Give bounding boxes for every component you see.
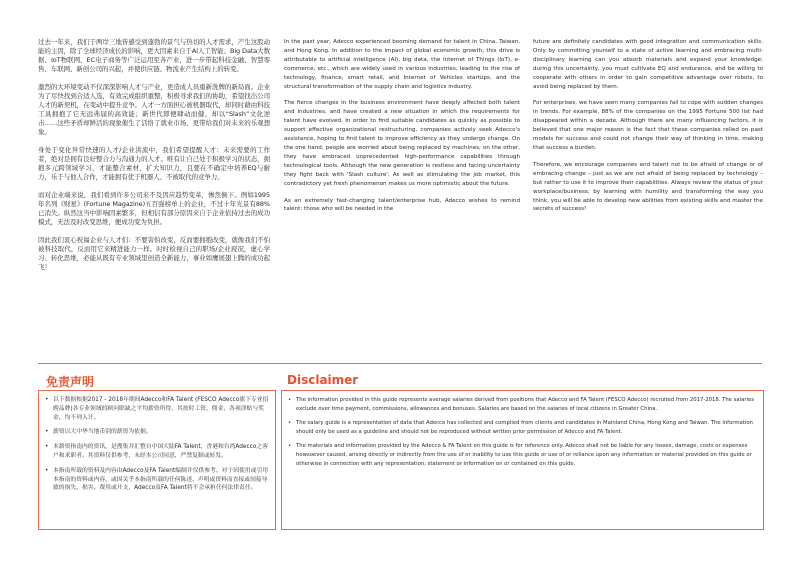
disclaimer-zh-item (45, 396, 269, 422)
english-paragraph-2: The fierce changes in the business environment have deeply affected both talent and industries, and have created a new situation in which the requirements for talent have evolved. In order to find suitable candidates as quickly as possible to support effective organizational restructuring, companies actively seek Adecco's assistance, hoping to find talent to improve efficiency as they undergo change. On the one hand, people are worried about being replaced by machines; on the other, they have embraced unprecedented high-performance capabilities through technological tools. Although the new generation is restless and facing uncertainty they fight back with 'Slash culture'. As well as stimulating the job market, this contradictory yet fresh phenomenon makes us more optimistic about the future. (284, 100, 520, 187)
disclaimer-zh-text: 本指南所载的资料及内容由Adecco及FA Talent编制并仅供参考。对于因使用或引用本指南的资料或内容，或因关乎本指南所载的任何陈述、声明或资料而直接或间接导致的损失、损害、费用或开支，Adecco及FA Talent将不会承担任何法律责任。 (53, 467, 269, 492)
bullet-icon: • (288, 443, 292, 450)
disclaimer-zh-list (39, 391, 275, 493)
disclaimer-zh-item (45, 428, 269, 437)
section-divider (38, 363, 762, 364)
disclaimer-en-text: The materials and information provided by the Adecco & FA Talent on this guide is for reference only. Adecco shall not be liable for any losses, damage, costs or expenses howsoever caused, arising directly or indirectly from the use of or inability to use this guide or use of or reliance upon any information or material provided on this guide or otherwise in connection with any representation, statement or information on or contained on this guide. (296, 443, 752, 467)
disclaimer-en-box (281, 390, 764, 530)
english-paragraph-6: Therefore, we encourage companies and talent not to be afraid of change or of embracing change – just as we are not afraid of being replaced by technology – but rather to use it to improve their capabilities. Always review the status of your workplace/business; by learning with humility and transforming the way you think, you will be able to develop new abilities from existing skills and master the secrets of success! (533, 161, 763, 213)
bullet-icon: • (45, 467, 49, 474)
chinese-paragraph-3: 身处于变化异常快速的人才/企业洪流中，我们希望提醒人才：未来需要的工作者，绝对是拥有良好整合力与沟通力的人才。唯有让自己处于积极学习的状态，拥抱多元跨领域学习，才能整合素材，扩大知识力，且要在不确定中培养EQ与耐力，乐于与他人合作，才能拥有优于机器人、不被取代的竞争力。 (38, 146, 270, 181)
disclaimer-zh-item (45, 443, 269, 461)
disclaimer-zh-box (38, 390, 276, 530)
english-paragraph-1: In the past year, Adecco experienced booming demand for talent in China, Taiwan, and Hong Kong. In addition to the impact of global economic growth, this drive is attributable to artificial intelligence (AI), big data, the Internet of Things (IoT), e-commerce, etc., which are widely used in various industries, leading to the rise of technology, finance, smart retail, and Internet of Vehicles startups, and the structural transformation of the supply chain and logistics industry. (284, 39, 520, 90)
bullet-icon: • (45, 444, 49, 451)
bullet-icon: • (288, 420, 292, 427)
disclaimer-en-item (288, 396, 757, 413)
chinese-intro-column (38, 38, 270, 281)
bullet-icon: • (288, 397, 292, 403)
disclaimer-en-item (288, 419, 757, 436)
english-paragraph-3: As an extremely fast-changing talent/enterprise hub, Adecco wishes to remind talent: those who will be needed in the (284, 197, 520, 213)
english-intro-column-1 (284, 38, 520, 222)
disclaimer-zh-text: 以下数据根据2017 - 2018年期间Adecco和FA Talent (FESCO Adecco旗下专业招聘品牌)各专业领域的顾问职缺之平均薪资所得，其按时工资、佣金、各项津贴与奖金，均不列入计。 (53, 397, 269, 421)
disclaimer-zh-item (45, 467, 269, 493)
disclaimer-zh-title: 免责声明 (46, 375, 95, 389)
disclaimer-en-item (288, 442, 757, 468)
bullet-icon: • (45, 397, 49, 403)
english-paragraph-4: future are definitely candidates with good integration and communication skills. Only by committing yourself to a state of active learning and embracing multi-disciplinary learning can you absorb materials and expand your knowledge; during this uncertainty, you must cultivate EQ and endurance, and be willing to cooperate with others in order to gain competitive advantage over robots, to avoid being replaced by them. (533, 39, 763, 90)
chinese-paragraph-5: 因此我们衷心祝福企业与人才们：不要害怕改变，反而要拥抱改变，就像我们不怕被科技取代，反而用它来精进能力一样。时时检视自己的职场/企业现况，虚心学习、转化思维，必能从既有专业领域里创造全新能力，事业如鹰展翅上腾的成功起飞！ (38, 236, 270, 271)
disclaimer-en-text: The information provided in this guide represents average salaries derived from positions that Adecco and FA Talent (FESCO Adecco) recruited from 2017-2018. The salaries exclude over time payment, commissions, allowances and bonuses. Salaries are based on the salaries of local citizens in Greater China. (296, 397, 755, 412)
disclaimer-en-text: The salary guide is a representation of data that Adecco has collected and complied from clients and candidates in Mainland China, Hong Kong and Taiwan. The information should only be used as a guideline and should not be reproduced without written prior permission of Adecco and FA Talent. (296, 420, 753, 435)
english-paragraph-5: For enterprises, we have seen many companies fail to cope with sudden changes in trends. For example, 88% of the companies on the 1995 Fortune 500 list had disappeared within a decade. Although there are many influencing factors, it is believed that one major reason is the fact that these companies relied on past models for success and could not change their way of thinking in time, making that success a burden. (533, 100, 763, 151)
chinese-paragraph-1: 过去一年来，我们于两岸三地皆感受到蓬勃的景气与热切的人才需求，产生这股动能的主因，除了全球经济成长的影响，更大因素来自于AI人工智能、Big Data大数据、IoT物联网、EC电子商务等广泛运用至各产业，进一步带起科技金融、智慧零售、车联网、新创公司的兴起，并使供应链、物流业产生结构上的转变。 (38, 38, 270, 73)
disclaimer-zh-text: 本薪资指南内的资讯，是搜集并汇整自中国大陆FA Talent，香港和台湾Adecco之客户和求职者。其资料仅供参考，未经本公司同意，严禁复制或转发。 (53, 444, 269, 459)
chinese-paragraph-4: 而对企业端来说，我们看到许多公司来不及因应趋势变革，惨然倒下。例如1995年名列《财星》(Fortune Magazine)五百强榜单上的企业，不过十年光景有88%已消失。纵然这当中影响因素繁多，但相信有部分原因来自于企业依持过去的成功模式，无法及时改变思维，便成功变为负担。 (38, 191, 270, 226)
disclaimer-en-list (282, 391, 763, 468)
bullet-icon: • (45, 429, 49, 436)
disclaimer-en-title: Disclaimer (287, 373, 359, 387)
chinese-paragraph-2: 激烈的大环境变动不仅深深影响人才与产业，更造成人员重新洗牌的新局面。企业为了尽快找到合适人选，有效完成组织重整，积极寻求我们的协助，希望找出公司人才的新契机，在变动中提升竞争。人才一方面担心被机器取代，却同时藉由科技工具拥抱了它无远弗届的高效能；新世代即便肆动而健，却以“Slash”文化逆击……这些矛盾却鲜活的现象催生了活络了就业市场，更带给我们对未来的乐观想象。 (38, 83, 270, 136)
english-intro-column-2 (533, 38, 763, 222)
disclaimer-zh-text: 薪资以大中华当地币别的薪资为依据。 (53, 429, 152, 436)
